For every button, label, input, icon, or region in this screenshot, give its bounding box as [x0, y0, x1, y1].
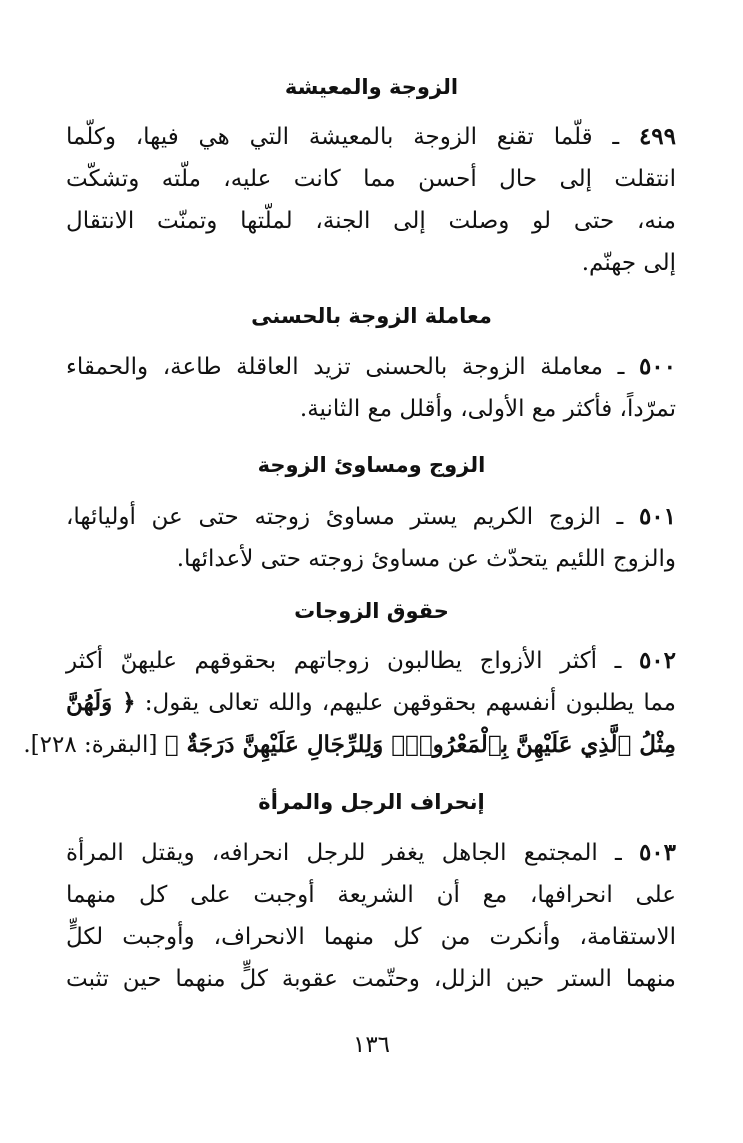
paragraph-line [23, 725, 676, 765]
item-number: ٤٩٩ [638, 123, 677, 150]
section-title-treating-wife-kindly: معاملة الزوجة بالحسنى [251, 304, 492, 328]
item-number: ٥٠٣ [638, 839, 676, 866]
item-number: ٥٠٠ [638, 353, 676, 380]
paragraph-line: ٥٠٢ ـ أكثر الأزواج يطالبون زوجاتهم بحقوقهم عليهنّ أكثر [66, 647, 676, 674]
verse-citation: [البقرة: ٢٢٨]. [23, 732, 158, 758]
item-number: ٥٠٢ [638, 647, 676, 674]
section-title-wives-rights: حقوق الزوجات [294, 599, 449, 623]
paragraph-line: الاستقامة، وأنكرت من كل منهما الانحراف، وأوجبت لكلٍّ [66, 924, 676, 950]
paragraph-line: والزوج اللئيم يتحدّث عن مساوئ زوجته حتى لأعدائها. [176, 546, 676, 572]
paragraph-line: تمرّداً، فأكثر مع الأولى، وأقلل مع الثانية. [299, 396, 676, 422]
page-number: ١٣٦ [352, 1032, 391, 1058]
quran-verse-open: ﴿ وَلَهُنَّ [66, 689, 136, 716]
section-title-wife-and-living: الزوجة والمعيشة [284, 75, 459, 99]
item-number: ٥٠١ [638, 503, 676, 530]
paragraph-line: إلى جهنّم. [581, 250, 676, 276]
section-title-deviation-man-woman: إنحراف الرجل والمرأة [258, 790, 485, 814]
paragraph-line: على انحرافها، مع أن الشريعة أوجبت على كل منهما [66, 882, 676, 908]
paragraph-line: ٤٩٩ ـ قلّما تقنع الزوجة بالمعيشة التي هي فيها، وكلّما [66, 123, 677, 150]
paragraph-line: مما يطلبون أنفسهم بحقوقهن عليهم، والله تعالى يقول: ﴿ وَلَهُنَّ [66, 689, 676, 716]
paragraph-line: ٥٠٠ ـ معاملة الزوجة بالحسنى تزيد العاقلة طاعة، والحمقاء [66, 353, 676, 380]
paragraph-line: منه، حتى لو وصلت إلى الجنة، لملّتها وتمنّت الانتقال [66, 208, 676, 234]
paragraph-line: انتقلت إلى حال أحسن مما كانت عليه، ملّته وتشكّت [66, 166, 676, 192]
quran-verse: مِثْلُ ٱلَّذِي عَلَيْهِنَّ بِٱلْمَعْرُوفِۚ وَلِلرِّجَالِ عَلَيْهِنَّ دَرَجَةٌ ﴾ [164, 731, 676, 758]
paragraph-line: ٥٠١ ـ الزوج الكريم يستر مساوئ زوجته حتى عن أوليائها، [66, 503, 676, 530]
paragraph-line: منهما الستر حين الزلل، وحتّمت عقوبة كلٍّ منهما حين تثبت [66, 966, 676, 992]
section-title-husband-and-wife-faults: الزوج ومساوئ الزوجة [257, 453, 486, 477]
paragraph-line: ٥٠٣ ـ المجتمع الجاهل يغفر للرجل انحرافه، ويقتل المرأة [66, 839, 676, 866]
